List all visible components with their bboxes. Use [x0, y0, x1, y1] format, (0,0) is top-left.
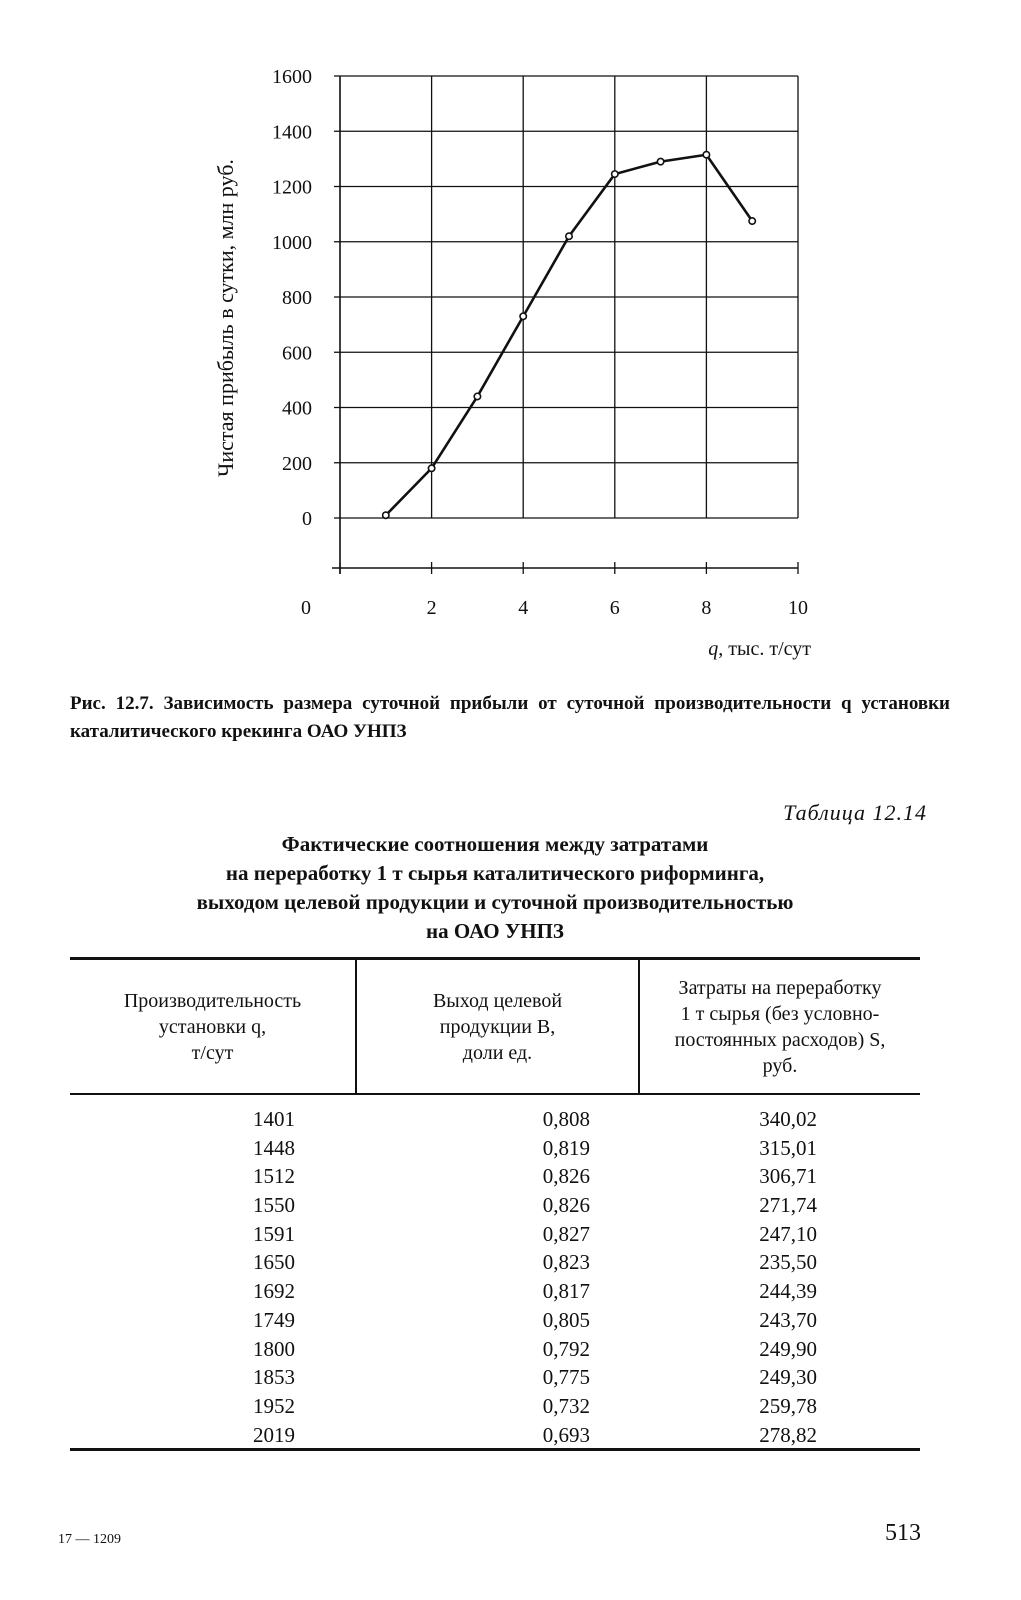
header-line: т/сут — [191, 1042, 234, 1064]
table-row — [70, 1363, 920, 1392]
table-row — [70, 1306, 920, 1335]
header-line: доли ед. — [462, 1042, 533, 1064]
yield-cell: 0,732 — [542, 1393, 590, 1418]
cost-cell: 235,50 — [759, 1250, 817, 1275]
data-point — [566, 233, 572, 239]
cost-cell: 340,02 — [759, 1107, 817, 1131]
cost-cell: 271,74 — [759, 1193, 817, 1218]
y-tick-label: 600 — [282, 342, 312, 365]
capacity-cell: 1512 — [253, 1164, 295, 1189]
header-capacity — [70, 962, 355, 1092]
yield-cell: 0,775 — [542, 1365, 590, 1390]
cost-cell: 244,39 — [759, 1279, 817, 1304]
table-row — [70, 1277, 920, 1306]
capacity-cell: 1800 — [253, 1336, 295, 1361]
x-axis-label: q, тыс. т/сут — [708, 638, 811, 660]
capacity-cell: 1650 — [253, 1250, 295, 1275]
capacity-cell: 1550 — [253, 1193, 295, 1218]
yield-cell: 0,817 — [542, 1279, 590, 1304]
capacity-cell: 1448 — [253, 1135, 295, 1160]
figure-caption: Рис. 12.7. Зависимость размера суточной прибыли от суточной производительности q установки каталитического крекинга ОАО УНПЗ — [70, 693, 950, 742]
cost-cell: 247,10 — [759, 1221, 817, 1246]
header-line: установки q, — [158, 1016, 267, 1038]
capacity-cell: 1749 — [253, 1307, 295, 1332]
cost-cell: 249,30 — [759, 1365, 817, 1390]
data-point — [657, 158, 663, 164]
cost-cell: 278,82 — [759, 1422, 817, 1447]
header-line: руб. — [762, 1055, 798, 1077]
table-row — [70, 1220, 920, 1249]
y-tick-label: 1200 — [272, 176, 312, 199]
yield-cell: 0,826 — [542, 1164, 590, 1189]
table-body — [70, 1105, 920, 1449]
yield-cell: 0,805 — [542, 1307, 590, 1332]
yield-cell: 0,693 — [542, 1422, 590, 1447]
x-tick-label: 2 — [426, 597, 437, 619]
data-point — [749, 218, 755, 224]
profit-chart — [0, 0, 1021, 680]
x-tick-label: 0 — [301, 597, 311, 619]
printer-signature: 17 — 1209 — [58, 1532, 121, 1547]
y-tick-label: 1400 — [272, 121, 312, 144]
header-line: продукции B, — [439, 1016, 556, 1038]
capacity-cell: 1853 — [253, 1365, 295, 1390]
header-line: 1 т сырья (без условно- — [680, 1003, 880, 1025]
header-line: Выход целевой — [432, 990, 563, 1012]
yield-cell: 0,819 — [542, 1135, 590, 1160]
x-tick-label: 4 — [518, 597, 529, 619]
y-tick-label: 1600 — [272, 66, 312, 88]
table-row — [70, 1421, 920, 1450]
header-yield — [357, 962, 638, 1092]
y-axis-label: Чистая прибыль в сутки, млн руб. — [213, 159, 238, 477]
header-line: постоянных расходов) S, — [674, 1029, 886, 1051]
capacity-cell: 1591 — [253, 1221, 295, 1246]
profit-series-line — [386, 155, 752, 516]
y-tick-labels — [272, 66, 312, 530]
cost-cell: 243,70 — [759, 1307, 817, 1332]
yield-cell: 0,823 — [542, 1250, 590, 1275]
cost-cell: 315,01 — [759, 1135, 817, 1160]
x-tick-label: 6 — [609, 597, 620, 619]
cost-cell: 249,90 — [759, 1336, 817, 1361]
table-row — [70, 1134, 920, 1163]
table-row — [70, 1335, 920, 1364]
y-tick-label: 400 — [282, 397, 312, 420]
yield-cell: 0,826 — [542, 1193, 590, 1218]
table-top-rule — [70, 957, 920, 960]
data-point — [383, 512, 389, 518]
x-tick-label: 8 — [701, 597, 712, 619]
y-tick-label: 200 — [282, 452, 312, 475]
capacity-cell: 1401 — [253, 1107, 295, 1131]
yield-cell: 0,808 — [542, 1107, 590, 1131]
header-line: Производительность — [123, 990, 302, 1012]
table-title-line: Фактические соотношения между затратами — [281, 832, 709, 856]
x-tick-label: 10 — [788, 597, 808, 619]
y-tick-label: 1000 — [272, 231, 312, 254]
table-header-rule — [70, 1093, 920, 1095]
capacity-cell: 2019 — [253, 1422, 295, 1447]
cost-cell: 306,71 — [759, 1164, 817, 1189]
table-title — [70, 830, 920, 946]
header-line: Затраты на переработку — [678, 977, 882, 999]
y-tick-label: 0 — [302, 508, 312, 530]
y-tick-label: 800 — [282, 287, 312, 309]
data-point — [520, 313, 526, 319]
x-tick-labels — [301, 597, 808, 619]
data-point — [428, 465, 434, 471]
table-row — [70, 1162, 920, 1191]
data-point — [612, 171, 618, 177]
table-row — [70, 1248, 920, 1277]
table-label: Таблица 12.14 — [783, 800, 927, 825]
table-row — [70, 1191, 920, 1220]
data-point — [703, 152, 709, 158]
header-costs — [640, 962, 920, 1092]
table-title-line: выходом целевой продукции и суточной производительностью — [196, 890, 794, 914]
capacity-cell: 1952 — [253, 1393, 295, 1418]
yield-cell: 0,792 — [542, 1336, 590, 1361]
data-point — [474, 393, 480, 399]
table-title-line: на ОАО УНПЗ — [425, 919, 564, 943]
page-number: 513 — [885, 1520, 921, 1546]
cost-cell: 259,78 — [759, 1393, 817, 1418]
capacity-cell: 1692 — [253, 1279, 295, 1304]
chart-series — [383, 152, 756, 519]
table-row — [70, 1105, 920, 1134]
chart-grid — [340, 76, 798, 518]
table-row — [70, 1392, 920, 1421]
table-title-line: на переработку 1 т сырья каталитического риформинга, — [225, 861, 765, 885]
yield-cell: 0,827 — [542, 1221, 590, 1246]
